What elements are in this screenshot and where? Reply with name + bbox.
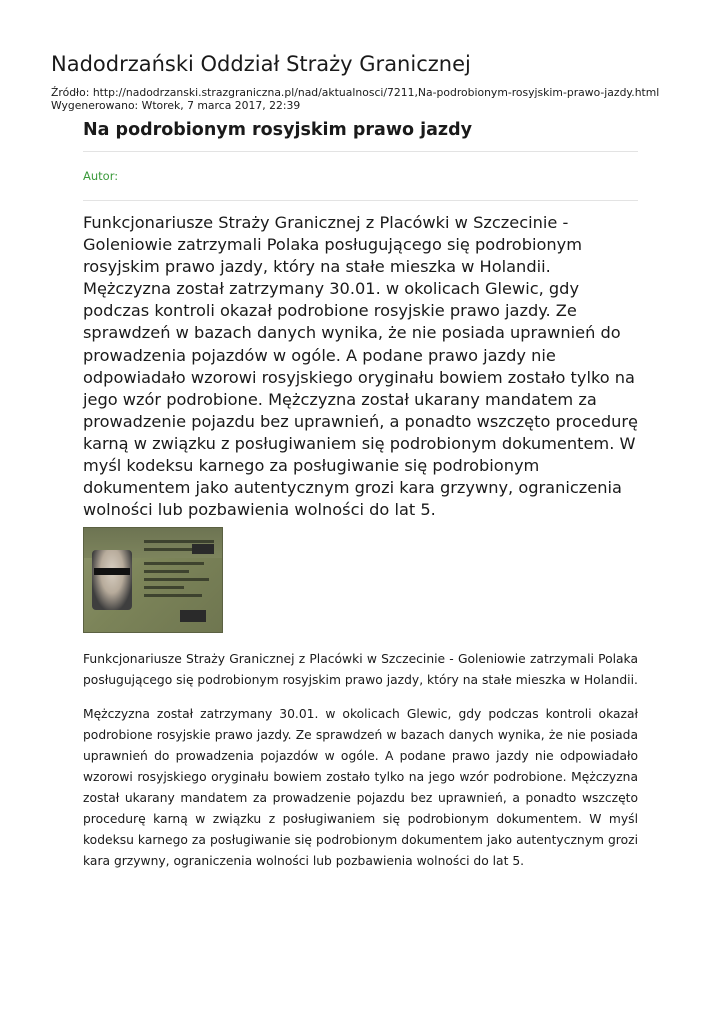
article-lead: Funkcjonariusze Straży Granicznej z Placówki w Szczecinie - Goleniowie zatrzymali Polaka posługującego się podrobionym rosyjskim prawo jazdy, który na stałe mieszka w Holandii. Mężczyzna został zatrzymany 30.01. w okolicach Glewic, gdy podczas kontroli okazał podrobione rosyjskie prawo jazdy. Ze sprawdzeń w bazach danych wynika, że nie posiada uprawnień do prowadzenia pojazdów w ogóle. A podane prawo jazdy nie odpowiadało wzorowi rosyjskiego oryginału bowiem zostało tylko na jego wzór podrobione. Mężczyzna został ukarany mandatem za prowadzenie pojazdu bez uprawnień, a ponadto wszczęto procedurę karną w związku z posługiwaniem się podrobionym dokumentem. W myśl kodeksu karnego za posługiwanie się podrobionym dokumentem jako autentycznym grozi kara grzywny, ograniczenia wolności lub pozbawienia wolności do lat 5. — [83, 213, 638, 520]
article-paragraph: Funkcjonariusze Straży Granicznej z Placówki w Szczecinie - Goleniowie zatrzymali Polaka posługującego się podrobionym rosyjskim prawo jazdy, który na stałe mieszka w Holandii. — [83, 652, 638, 688]
license-line — [144, 586, 184, 589]
license-line — [144, 548, 199, 551]
article-paragraph: Mężczyzna został zatrzymany 30.01. w okolicach Glewic, gdy podczas kontroli okazał podrobione rosyjskie prawo jazdy. Ze sprawdzeń w bazach danych wynika, że nie posiada uprawnień do prowadzenia pojazdów w ogóle. A podane prawo jazdy nie odpowiadało wzorowi rosyjskiego oryginału bowiem zostało tylko na jego wzór podrobione. Mężczyzna został ukarany mandatem za prowadzenie pojazdu bez uprawnień, a ponadto wszczęto procedurę karną w związku z posługiwaniem się podrobionym dokumentem. W myśl kodeksu karnego za posługiwanie się podrobionym dokumentem jako autentycznym grozi kara grzywny, ograniczenia wolności lub pozbawienia wolności do lat 5. — [83, 707, 638, 869]
author-label: Autor: — [83, 169, 119, 183]
license-stamp — [180, 610, 206, 622]
document-meta — [51, 87, 659, 112]
author-row — [83, 152, 638, 200]
driving-license-photo — [83, 527, 223, 633]
license-line — [144, 570, 189, 573]
license-line — [144, 594, 202, 597]
license-portrait — [92, 550, 132, 610]
source-label: Źródło: — [51, 86, 90, 99]
site-title: Nadodrzański Oddział Straży Granicznej — [51, 52, 471, 76]
license-line — [144, 562, 204, 565]
article-title: Na podrobionym rosyjskim prawo jazdy — [83, 120, 473, 140]
license-line — [144, 578, 209, 581]
generated-date: Wtorek, 7 marca 2017, 22:39 — [141, 98, 301, 112]
article-body — [83, 649, 638, 872]
article — [83, 118, 638, 885]
license-stamp — [192, 544, 214, 554]
censor-bar — [94, 568, 130, 575]
source-url[interactable]: http://nadodrzanski.strazgraniczna.pl/nad/aktualnosci/7211,Na-podrobionym-rosyjskim-prawo-jazdy.html — [92, 86, 660, 99]
generated-label: Wygenerowano: — [51, 98, 139, 112]
author-divider — [83, 200, 638, 201]
license-line — [144, 540, 214, 543]
generated-line — [51, 100, 659, 113]
